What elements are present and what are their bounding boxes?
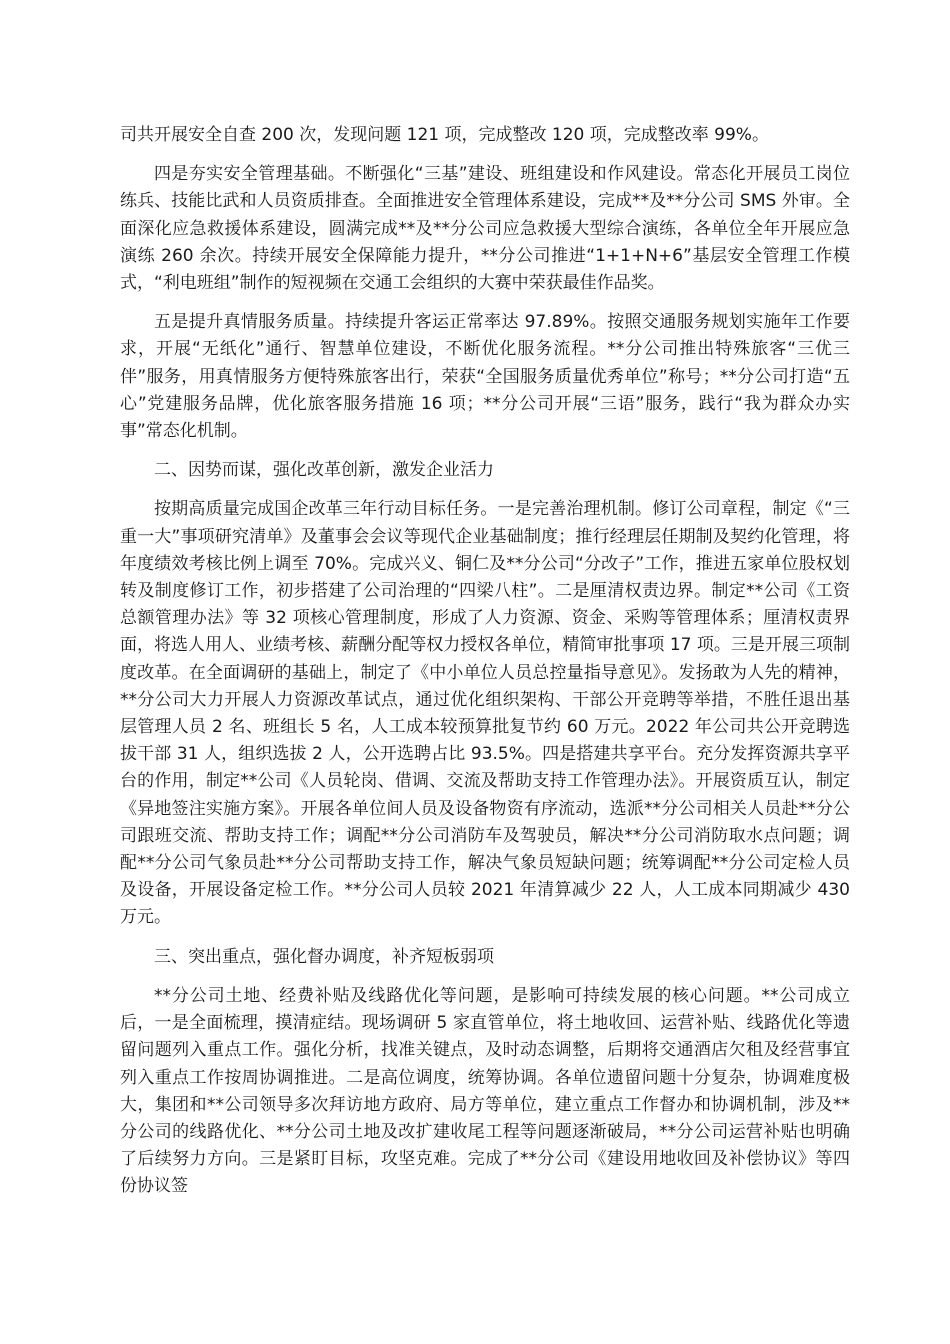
paragraph-gap (120, 484, 850, 496)
paragraph-soe-reform: 按期高质量完成国企改革三年行动目标任务。一是完善治理机制。修订公司章程，制定《“三重一大”事项研究清单》及董事会会议等现代企业基础制度；推行经理层任期制及契约化管理，将年度绩效考核比例上调至 70%。完成兴义、铜仁及**分公司“分改子”工作，推进五家单位股权划转及制度修订工作，初步搭建了公司治理的“四梁八柱”。二是厘清权责边界。制定**公司《工资总额管理办法》等 32 项核心管理制度，形成了人力资源、资金、采购等管理体系；厘清权责界面，将选人用人、业绩考核、薪酬分配等权力授权各单位，精简审批事项 17 项。三是开展三项制度改革。在全面调研的基础上，制定了《中小单位人员总控量指导意见》。发扬敢为人先的精神，**分公司大力开展人力资源改革试点，通过优化组织架构、干部公开竞聘等举措，不胜任退出基层管理人员 2 名、班组长 5 名，人工成本较预算批复节约 60 万元。2022 年公司共公开竞聘选拔干部 31 人，组织选拔 2 人，公开选聘占比 93.5%。四是搭建共享平台。充分发挥资源共享平台的作用，制定**公司《人员轮岗、借调、交流及帮助支持工作管理办法》。开展资质互认，制定《异地签注实施方案》。开展各单位间人员及设备物资有序流动，选派**分公司相关人员赴**分公司跟班交流、帮助支持工作；调配**分公司消防车及驾驶员，解决**分公司消防取水点问题；调配**分公司气象员赴**分公司帮助支持工作，解决气象员短缺问题；统筹调配**分公司定检人员及设备，开展设备定检工作。**分公司人员较 2021 年清算减少 22 人，人工成本同期减少 430 万元。 (120, 499, 850, 928)
paragraph-safety-inspection-tail: 司共开展安全自查 200 次，发现问题 121 项，完成整改 120 项，完成整改率 99%。 (120, 125, 769, 145)
paragraph-gap (120, 297, 850, 309)
paragraph-gap (120, 149, 850, 161)
paragraph-safety-management-foundation: 四是夯实安全管理基础。不断强化“三基”建设、班组建设和作风建设。常态化开展员工岗位练兵、技能比武和人员资质排查。全面推进安全管理体系建设，完成**及**分公司 SMS 外审。全面深化应急救援体系建设，圆满完成**及**分公司应急救援大型综合演练，各单位全年开展应急演练 260 余次。持续开展安全保障能力提升，**分公司推进“1+1+N+6”基层安全管理工作模式，“利电班组”制作的短视频在交通工会组织的大赛中荣获最佳作品奖。 (120, 164, 850, 294)
paragraph-gap (120, 971, 850, 983)
section-heading-reform-innovation: 二、因势而谋，强化改革创新，激发企业活力 (154, 460, 494, 481)
section-heading-key-supervision: 三、突出重点，强化督办调度，补齐短板弱项 (154, 946, 494, 967)
document-page (120, 122, 850, 1201)
paragraph-service-quality: 五是提升真情服务质量。持续提升客运正常率达 97.89%。按照交通服务规划实施年工作要求，开展“无纸化”通行、智慧单位建设，不断优化服务流程。**分公司推出特殊旅客“三优三伴”服务，用真情服务方便特殊旅客出行，荣获“全国服务质量优秀单位”称号；**分公司打造“五心”党建服务品牌，优化旅客服务措施 16 项；**分公司开展“三语”服务，践行“我为群众办实事”常态化机制。 (120, 312, 850, 442)
paragraph-gap (120, 445, 850, 457)
paragraph-core-issues: **分公司土地、经费补贴及线路优化等问题，是影响可持续发展的核心问题。**公司成立后，一是全面梳理，摸清症结。现场调研 5 家直管单位，将土地收回、运营补贴、线路优化等遗留问题列入重点工作。强化分析，找准关键点，及时动态调整，后期将交通酒店欠租及经营事宜列入重点工作按周协调推进。二是高位调度，统筹协调。各单位遗留问题十分复杂，协调难度极大，集团和**公司领导多次拜访地方政府、局方等单位，建立重点工作督办和协调机制，涉及**分公司的线路优化、**分公司土地及改扩建收尾工程等问题逐渐破局，**分公司运营补贴也明确了后续努力方向。三是紧盯目标，攻坚克难。完成了**分公司《建设用地收回及补偿协议》等四份协议签 (120, 985, 850, 1197)
paragraph-gap (120, 932, 850, 944)
